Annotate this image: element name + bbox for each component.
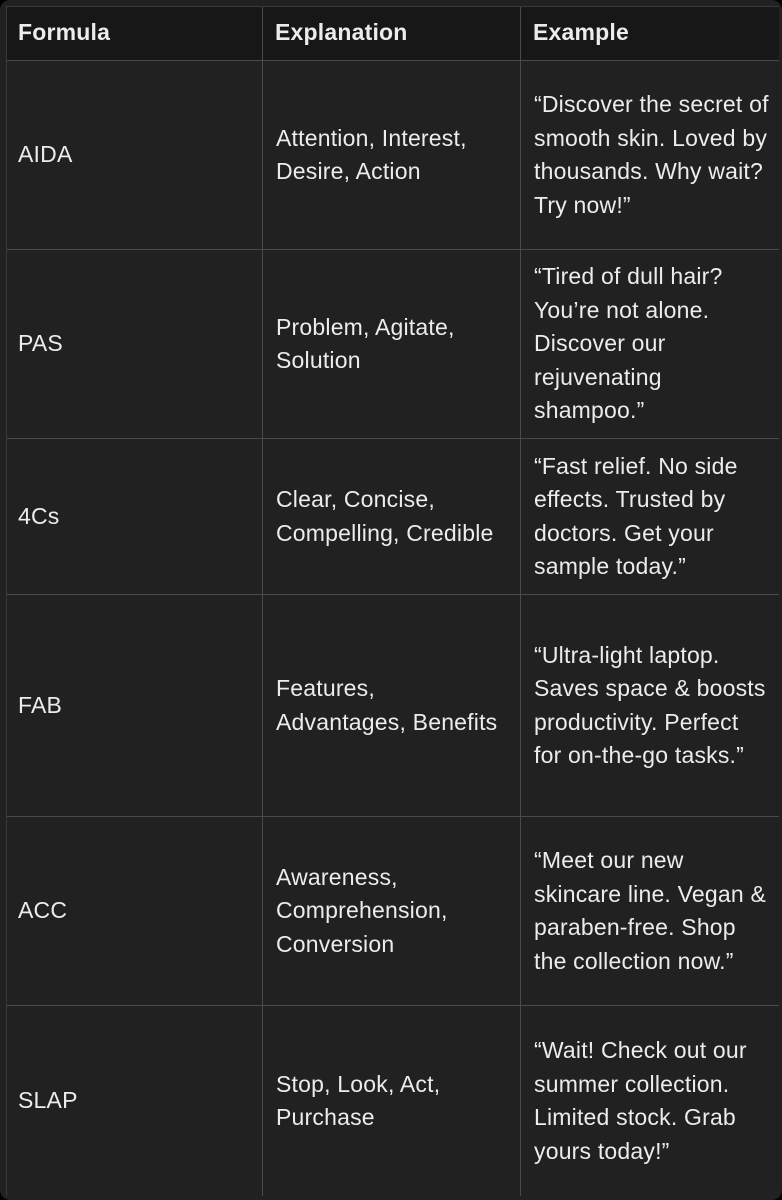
explanation-cell: Problem, Agitate, Solution: [263, 250, 521, 439]
formula-cell: 4Cs: [6, 439, 263, 595]
header-example: Example: [521, 6, 779, 61]
formula-cell: ACC: [6, 817, 263, 1006]
table-grid: [6, 6, 779, 1196]
formula-cell: AIDA: [6, 61, 263, 250]
example-cell: “Fast relief. No side effects. Trusted by doctors. Get your sample today.”: [521, 439, 779, 595]
explanation-cell: Awareness, Comprehension, Conversion: [263, 817, 521, 1006]
header-formula: Formula: [6, 6, 263, 61]
example-cell: “Tired of dull hair? You’re not alone. Discover our rejuvenating shampoo.”: [521, 250, 779, 439]
table-top-border: [6, 6, 779, 7]
explanation-cell: Attention, Interest, Desire, Action: [263, 61, 521, 250]
example-cell: “Meet our new skincare line. Vegan & paraben-free. Shop the collection now.”: [521, 817, 779, 1006]
example-cell: “Discover the secret of smooth skin. Loved by thousands. Why wait? Try now!”: [521, 61, 779, 250]
formula-cell: PAS: [6, 250, 263, 439]
explanation-cell: Stop, Look, Act, Purchase: [263, 1006, 521, 1196]
explanation-cell: Clear, Concise, Compelling, Credible: [263, 439, 521, 595]
formula-cell: SLAP: [6, 1006, 263, 1196]
explanation-cell: Features, Advantages, Benefits: [263, 595, 521, 817]
example-cell: “Wait! Check out our summer collection. Limited stock. Grab yours today!”: [534, 1037, 747, 1164]
formula-cell: FAB: [6, 595, 263, 817]
header-explanation: Explanation: [263, 6, 521, 61]
example-cell: “Ultra-light laptop. Saves space & boosts productivity. Perfect for on-the-go tasks.”: [521, 595, 779, 817]
table-left-border: [6, 6, 7, 1196]
